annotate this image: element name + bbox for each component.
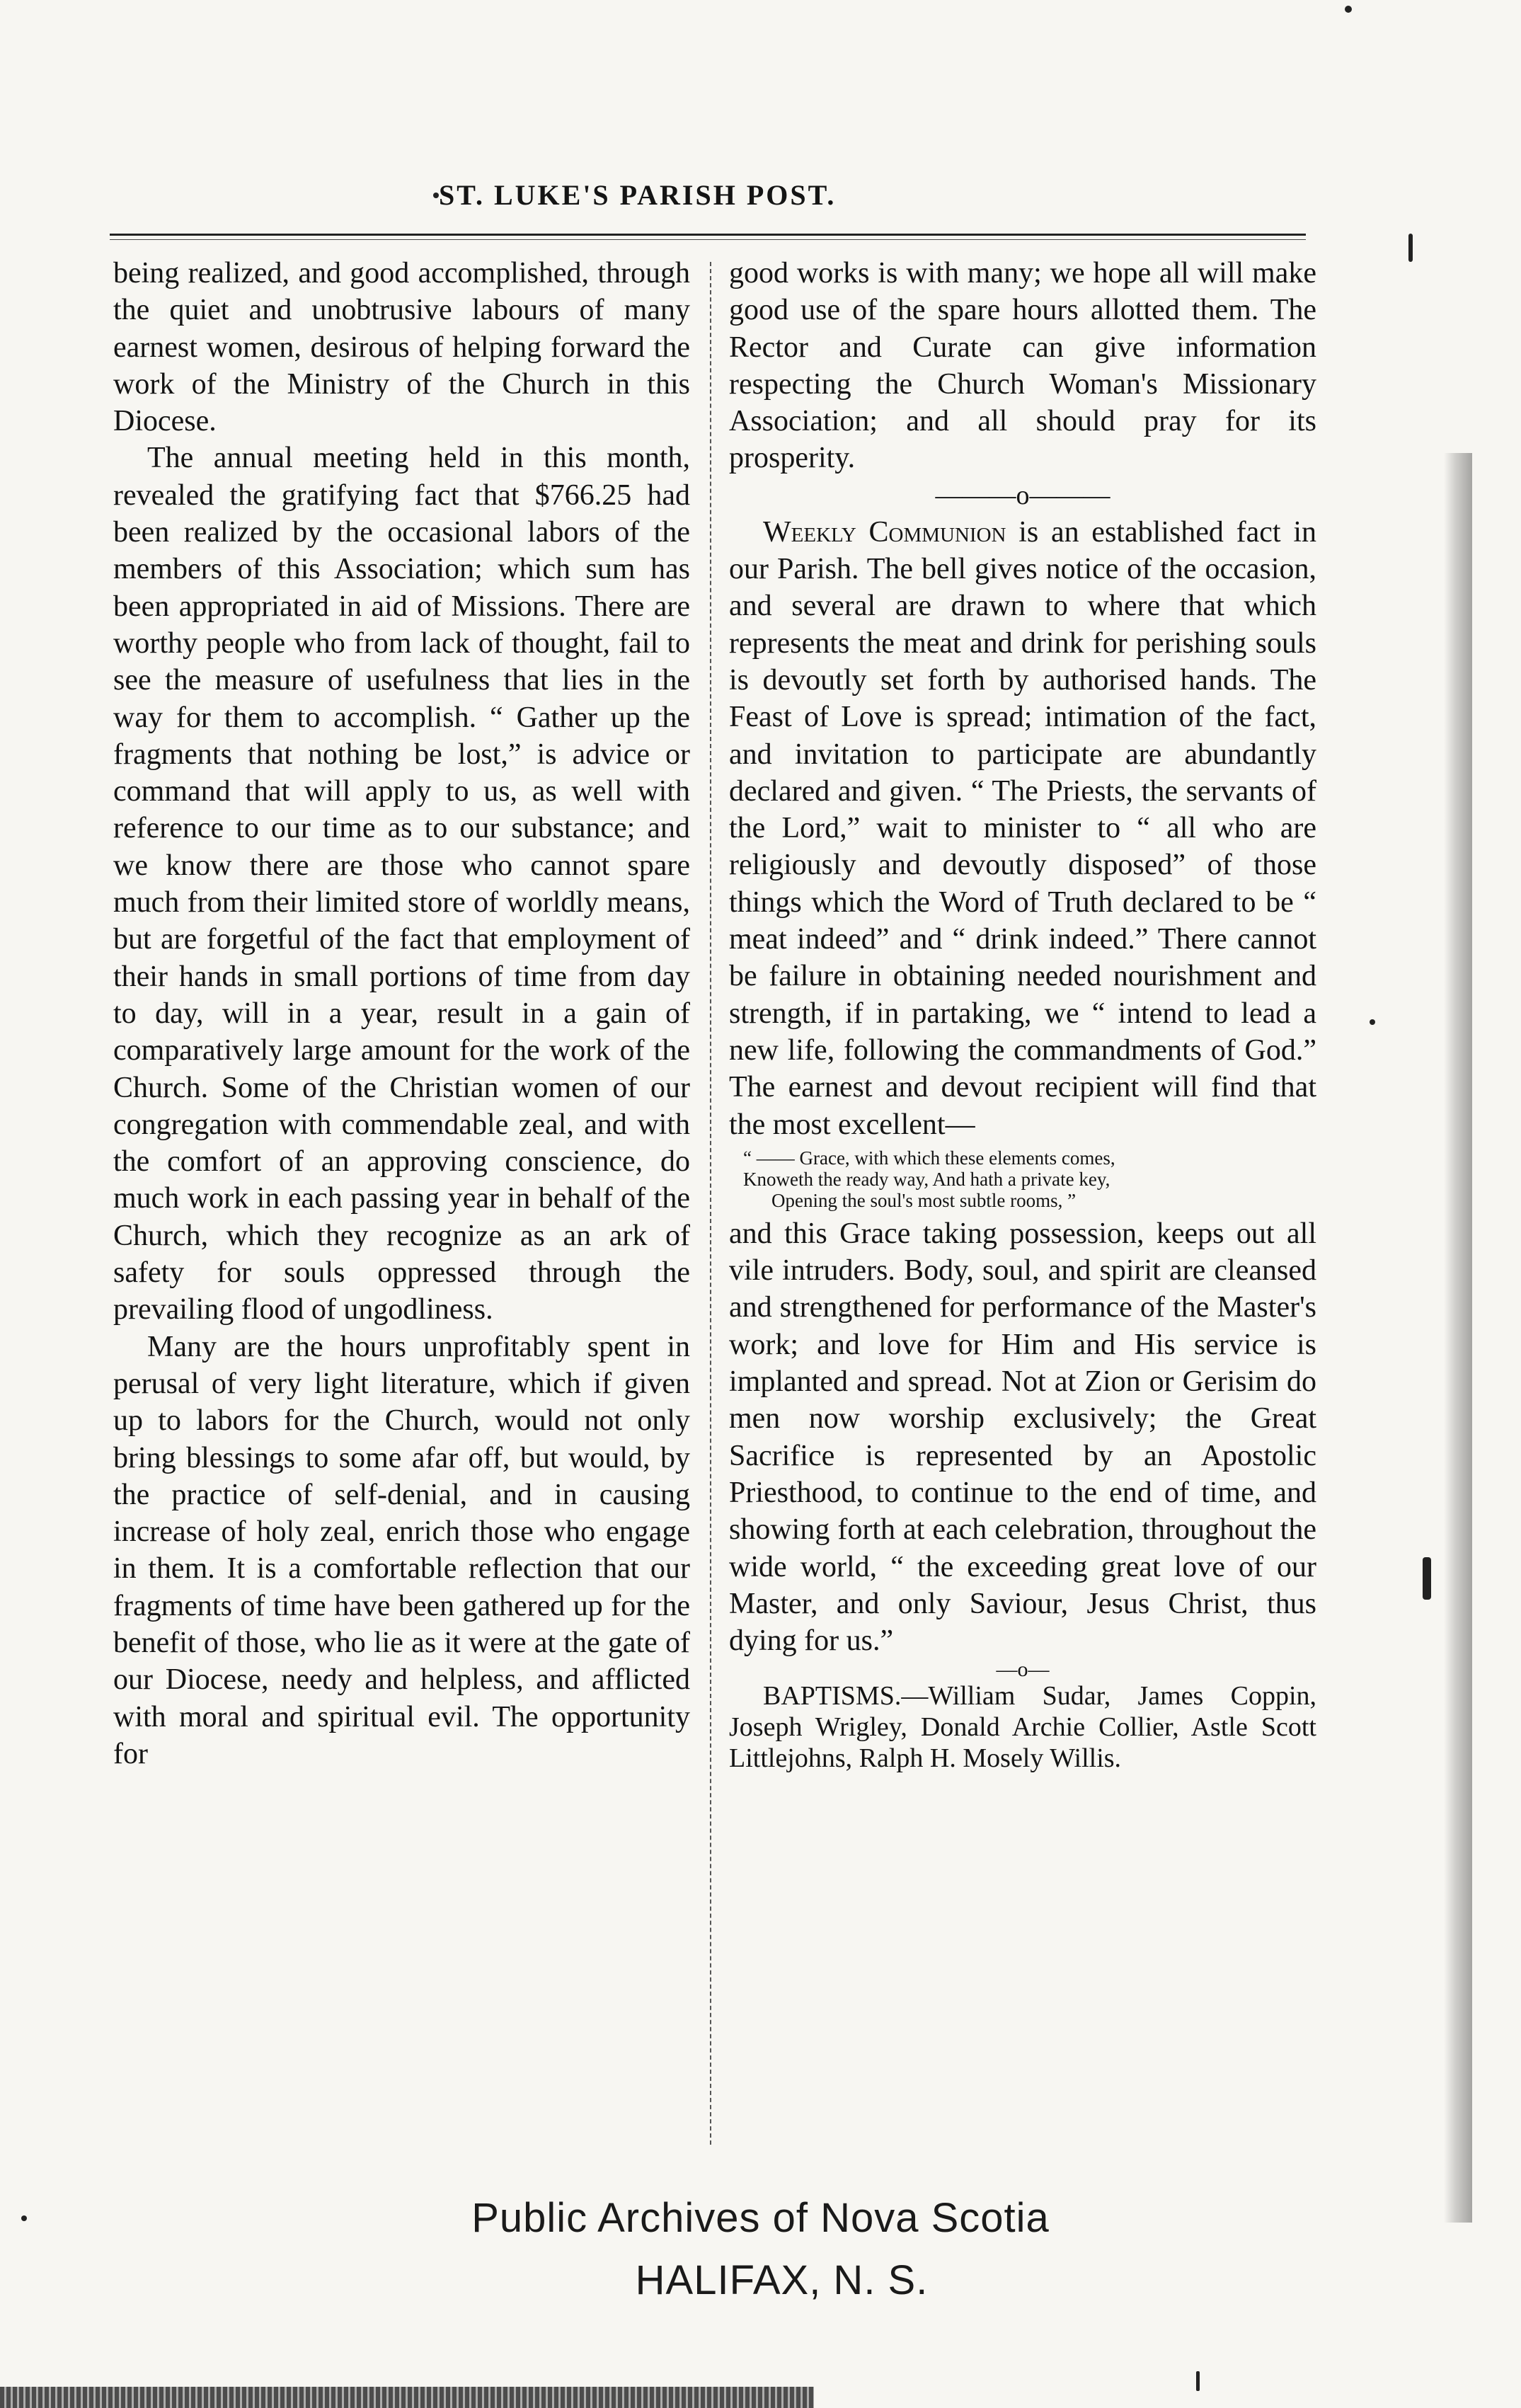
baptisms-notice: BAPTISMS.—William Sudar, James Coppin, Joseph Wrigley, Donald Archie Collier, Astle Scott Littlejohns, Ralph H. Mosely Willis.	[729, 1681, 1316, 1774]
poem-line-2: Knoweth the ready way, And hath a private key,	[743, 1168, 1110, 1190]
section-separator: ———o———	[935, 480, 1110, 510]
right-paragraph-3: and this Grace taking possession, keeps out all vile intruders. Body, soul, and spirit are cleansed and strengthened for performance of the Master's work; and love for Him and His service is implanted and spread. Not at Zion or Gerisim do men now worship exclusively; the Great Sacrifice is represented by an Apostolic Priesthood, to continue to the end of time, and showing forth at each celebration, throughout the wide world, “ the exceeding great love of our Master, and only Saviour, Jesus Christ, thus dying for us.”	[729, 1217, 1316, 1658]
scan-speck	[1408, 234, 1413, 262]
weekly-communion-text: is an established fact in our Parish. The bell gives notice of the occasion, and several are drawn to where that which represents the meat and drink for perishing souls is devoutly set forth by authorised hands. The Feast of Love is spread; intimation of the fact, and invitation to participate are abundantly declared and given. “ The Priests, the servants of the Lord,” wait to minister to “ all who are religiously and devoutly disposed” of those things which the Word of Truth declared to be “ meat indeed” and “ drink indeed.” There cannot be failure in obtaining needed nourishment and strength, if in partaking, we “ intend to lead a new life, following the commandments of God.” The earnest and devout recipient will find that the most excellent—	[729, 515, 1316, 1141]
scan-speck	[1370, 1019, 1375, 1025]
right-paragraph-1: good works is with many; we hope all will make good use of the spare hours allotted them. The Rector and Curate can give information respecting the Church Woman's Missionary Association; and all should pray for its prosperity.	[729, 257, 1316, 475]
header-rule-thin	[110, 239, 1306, 240]
page-header-title: ST. LUKE'S PARISH POST.	[439, 179, 837, 211]
scan-speck	[1196, 2371, 1200, 2391]
left-paragraph-1: being realized, and good accomplished, through the quiet and unobtrusive labours of many earnest women, desirous of helping forward the work of the Ministry of the Church in this Diocese.	[113, 257, 690, 438]
poem-line-1: “ —— Grace, with which these elements comes,	[743, 1147, 1115, 1169]
scan-speck	[1345, 6, 1352, 13]
scan-speck	[1423, 1557, 1431, 1600]
archive-stamp-line-2: HALIFAX, N. S.	[635, 2257, 929, 2303]
archive-stamp-line-1: Public Archives of Nova Scotia	[471, 2195, 1050, 2241]
header-bullet	[433, 193, 439, 198]
column-divider	[710, 262, 711, 2145]
left-paragraph-2: The annual meeting held in this month, revealed the gratifying fact that $766.25 had been realized by the occasional labors of the members of this Association; which sum has been appropriated in aid of Missions. There are worthy people who from lack of thought, fail to see the measure of usefulness that lies in the way for them to accomplish. “ Gather up the fragments that nothing be lost,” is advice or command that will apply to us, as well with reference to our time as to our substance; and we know there are those who cannot spare much from their limited store of worldly means, but are forgetful of the fact that employment of their hands in small portions of time from day to day, will in a year, result in a gain of comparatively large amount for the work of the Church. Some of the Christian women of our congregation with commendable zeal, and with the comfort of an approving conscience, do much work in each passing year in behalf of the Church, which they recognize as an ark of safety for souls oppressed through the prevailing flood of ungodliness.	[113, 442, 690, 1326]
section-separator-2: —o—	[996, 1658, 1050, 1682]
left-paragraph-3: Many are the hours unprofitably spent in perusal of very light literature, which if given up to labors for the Church, would not only bring blessings to some afar off, but would, by the practice of self-denial, and in causing increase of holy zeal, enrich those who engage in them. It is a comfortable reflection that our fragments of time have been gathered up for the benefit of those, who lie as it were at the gate of our Diocese, needy and helpless, and afflicted with moral and spiritual evil. The opportunity for	[113, 1330, 690, 1770]
weekly-communion-heading: Weekly Communion	[763, 515, 1006, 549]
right-column	[729, 255, 1316, 1774]
scan-speck	[21, 2215, 27, 2221]
poem-quote	[729, 1147, 1316, 1211]
left-column	[113, 255, 690, 1772]
scan-bottom-edge	[0, 2387, 814, 2408]
poem-line-3: Opening the soul's most subtle rooms, ”	[771, 1189, 1077, 1211]
header-rule	[110, 234, 1306, 236]
archive-stamp	[0, 2187, 1521, 2312]
weekly-communion-paragraph	[729, 514, 1316, 1143]
scan-edge-shadow	[1444, 453, 1472, 2223]
